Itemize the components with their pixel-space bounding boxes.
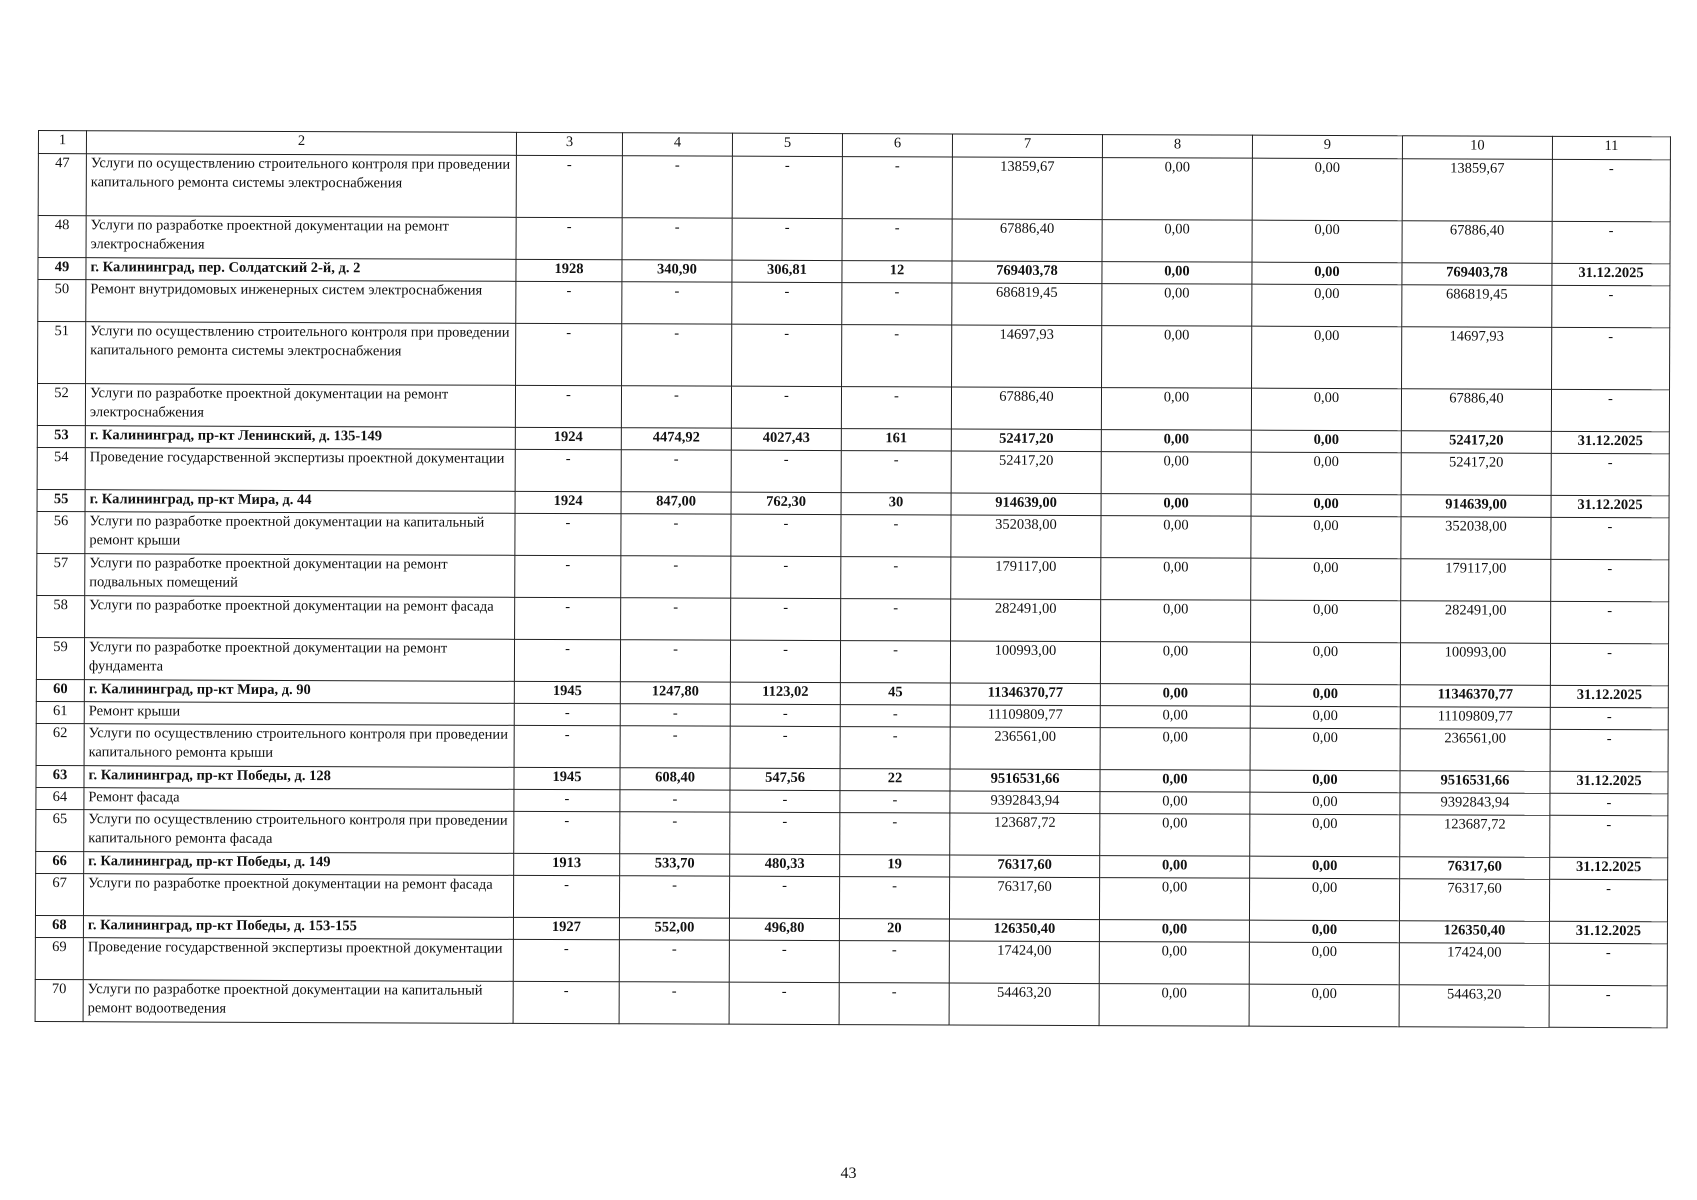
deadline-cell: -: [1552, 159, 1670, 221]
deadline-cell: -: [1550, 729, 1668, 771]
build-year-cell: -: [514, 725, 620, 767]
total-cost-cell: 13859,67: [952, 157, 1102, 220]
row-number-cell: 66: [36, 851, 84, 873]
total-area-cell: 4474,92: [621, 428, 731, 450]
cost-col-8-cell: 0,00: [1101, 430, 1251, 453]
cost-col-10-cell: 914639,00: [1401, 495, 1551, 518]
header-col-7: 7: [952, 134, 1102, 158]
residential-area-cell: 762,30: [731, 492, 841, 514]
build-year-cell: -: [515, 385, 621, 427]
residential-area-cell: 547,56: [730, 768, 840, 790]
residential-area-cell: -: [730, 790, 840, 812]
cost-col-10-cell: 9392843,94: [1400, 793, 1550, 816]
cost-col-9-cell: 0,00: [1249, 878, 1399, 921]
residents-cell: -: [839, 941, 949, 983]
cost-col-9-cell: 0,00: [1251, 452, 1401, 495]
total-area-cell: -: [620, 640, 730, 682]
deadline-cell: 31.12.2025: [1551, 431, 1669, 453]
header-col-10: 10: [1402, 136, 1552, 160]
description-cell: Услуги по разработке проектной документации на капитальный ремонт водоотведения: [83, 980, 513, 1024]
total-cost-cell: 14697,93: [952, 325, 1102, 388]
row-number-cell: 63: [36, 765, 84, 787]
row-number-cell: 54: [37, 447, 85, 489]
residential-area-cell: 306,81: [732, 260, 842, 282]
service-row: [36, 637, 1668, 685]
cost-col-8-cell: 0,00: [1100, 770, 1250, 793]
row-number-cell: 61: [36, 701, 84, 723]
deadline-cell: 31.12.2025: [1551, 495, 1669, 517]
residential-area-cell: -: [730, 640, 840, 682]
residents-cell: -: [841, 387, 951, 429]
build-year-cell: -: [515, 597, 621, 639]
cost-col-10-cell: 352038,00: [1401, 517, 1551, 560]
total-cost-cell: 67886,40: [952, 219, 1102, 262]
cost-col-10-cell: 236561,00: [1400, 729, 1550, 772]
build-year-cell: -: [514, 639, 620, 681]
header-col-6: 6: [842, 134, 952, 157]
residents-cell: 161: [841, 429, 951, 451]
description-cell: Проведение государственной экспертизы проектной документации: [85, 448, 515, 492]
table-wrapper: [35, 130, 1670, 1028]
deadline-cell: 31.12.2025: [1552, 263, 1670, 285]
total-cost-cell: 11109809,77: [950, 705, 1100, 728]
cost-col-8-cell: 0,00: [1100, 792, 1250, 815]
residents-cell: -: [839, 877, 949, 919]
total-area-cell: -: [620, 726, 730, 768]
service-row: [36, 723, 1668, 771]
cost-col-8-cell: 0,00: [1102, 326, 1252, 389]
cost-col-8-cell: 0,00: [1102, 220, 1252, 263]
header-col-8: 8: [1102, 135, 1252, 159]
total-area-cell: -: [621, 450, 731, 492]
build-year-cell: -: [513, 875, 619, 917]
cost-col-9-cell: 0,00: [1251, 516, 1401, 559]
cost-col-10-cell: 9516531,66: [1400, 771, 1550, 794]
cost-col-9-cell: 0,00: [1251, 558, 1401, 601]
cost-col-8-cell: 0,00: [1099, 942, 1249, 985]
residents-cell: -: [842, 283, 952, 325]
service-row: [35, 979, 1667, 1027]
deadline-cell: 31.12.2025: [1550, 771, 1668, 793]
total-cost-cell: 179117,00: [951, 557, 1101, 600]
description-cell: г. Калининград, пер. Солдатский 2-й, д. 2: [86, 258, 516, 282]
cost-col-9-cell: 0,00: [1249, 984, 1399, 1027]
cost-col-9-cell: 0,00: [1251, 430, 1401, 453]
service-row: [37, 595, 1669, 643]
residents-cell: -: [840, 705, 950, 727]
description-cell: Услуги по разработке проектной документации на ремонт подвальных помещений: [85, 554, 515, 598]
total-cost-cell: 54463,20: [949, 983, 1099, 1026]
page-number: 43: [840, 1165, 857, 1182]
residents-cell: -: [842, 325, 952, 387]
cost-col-9-cell: 0,00: [1249, 920, 1399, 943]
row-number-cell: 48: [38, 216, 86, 258]
cost-col-10-cell: 67886,40: [1402, 221, 1552, 264]
row-number-cell: 58: [37, 595, 85, 637]
cost-col-10-cell: 52417,20: [1401, 453, 1551, 496]
build-year-cell: 1924: [515, 427, 621, 449]
cost-col-8-cell: 0,00: [1100, 814, 1250, 857]
row-number-cell: 55: [37, 489, 85, 511]
description-cell: Услуги по разработке проектной документации на ремонт электроснабжения: [85, 384, 515, 428]
deadline-cell: 31.12.2025: [1550, 685, 1668, 707]
build-year-cell: -: [515, 449, 621, 491]
cost-col-8-cell: 0,00: [1100, 642, 1250, 685]
residential-area-cell: 480,33: [730, 854, 840, 876]
total-area-cell: 552,00: [619, 918, 729, 940]
total-area-cell: -: [621, 514, 731, 556]
cost-col-8-cell: 0,00: [1100, 684, 1250, 707]
row-number-cell: 56: [37, 511, 85, 553]
table-body: [35, 131, 1670, 1028]
cost-col-9-cell: 0,00: [1252, 284, 1402, 327]
build-year-cell: 1924: [515, 491, 621, 513]
build-year-cell: -: [516, 217, 622, 259]
total-area-cell: -: [619, 940, 729, 982]
cost-col-9-cell: 0,00: [1250, 642, 1400, 685]
total-cost-cell: 9516531,66: [950, 769, 1100, 792]
cost-col-10-cell: 123687,72: [1400, 815, 1550, 858]
cost-col-10-cell: 686819,45: [1402, 285, 1552, 328]
cost-col-8-cell: 0,00: [1099, 984, 1249, 1027]
description-cell: Ремонт внутридомовых инженерных систем электроснабжения: [86, 280, 516, 324]
total-area-cell: -: [622, 218, 732, 260]
cost-col-10-cell: 67886,40: [1401, 389, 1551, 432]
residential-area-cell: -: [732, 156, 842, 218]
row-number-cell: 50: [38, 280, 86, 322]
service-row: [35, 937, 1667, 985]
description-cell: Услуги по разработке проектной документации на ремонт фундамента: [84, 638, 514, 682]
residential-area-cell: -: [729, 876, 839, 918]
cost-col-8-cell: 0,00: [1099, 878, 1249, 921]
deadline-cell: -: [1552, 327, 1670, 389]
cost-col-10-cell: 179117,00: [1401, 559, 1551, 602]
cost-col-8-cell: 0,00: [1101, 494, 1251, 517]
cost-col-8-cell: 0,00: [1101, 452, 1251, 495]
total-area-cell: 1247,80: [620, 682, 730, 704]
description-cell: г. Калининград, пр-кт Ленинский, д. 135-149: [85, 426, 515, 450]
service-row: [37, 447, 1669, 495]
cost-col-10-cell: 11109809,77: [1400, 707, 1550, 730]
deadline-cell: -: [1551, 559, 1669, 601]
residents-cell: -: [841, 557, 951, 599]
deadline-cell: 31.12.2025: [1550, 857, 1668, 879]
residents-cell: -: [841, 451, 951, 493]
repair-program-table: [35, 130, 1671, 1028]
row-number-cell: 47: [38, 154, 86, 216]
build-year-cell: -: [516, 323, 622, 385]
cost-col-8-cell: 0,00: [1101, 600, 1251, 643]
total-cost-cell: 76317,60: [950, 855, 1100, 878]
cost-col-9-cell: 0,00: [1250, 856, 1400, 879]
total-area-cell: -: [619, 876, 729, 918]
service-row: [38, 280, 1670, 328]
row-number-cell: 69: [35, 937, 83, 979]
build-year-cell: -: [514, 811, 620, 853]
deadline-cell: -: [1551, 453, 1669, 495]
total-area-cell: 847,00: [621, 492, 731, 514]
description-cell: Услуги по разработке проектной документации на ремонт электроснабжения: [86, 216, 516, 260]
residential-area-cell: -: [729, 940, 839, 982]
build-year-cell: 1913: [514, 853, 620, 875]
row-number-cell: 53: [37, 425, 85, 447]
deadline-cell: -: [1550, 643, 1668, 685]
residential-area-cell: -: [732, 324, 842, 386]
header-col-2: 2: [86, 131, 516, 156]
cost-col-8-cell: 0,00: [1101, 388, 1251, 431]
deadline-cell: -: [1549, 879, 1667, 921]
cost-col-10-cell: 11346370,77: [1400, 685, 1550, 708]
cost-col-9-cell: 0,00: [1250, 792, 1400, 815]
deadline-cell: -: [1552, 285, 1670, 327]
build-year-cell: -: [514, 789, 620, 811]
description-cell: г. Калининград, пр-кт Мира, д. 44: [85, 490, 515, 514]
total-cost-cell: 100993,00: [950, 641, 1100, 684]
residents-cell: -: [842, 219, 952, 261]
service-row: [35, 873, 1667, 921]
total-area-cell: -: [620, 812, 730, 854]
total-cost-cell: 236561,00: [950, 727, 1100, 770]
description-cell: Проведение государственной экспертизы проектной документации: [83, 938, 513, 982]
total-area-cell: -: [620, 704, 730, 726]
cost-col-9-cell: 0,00: [1252, 262, 1402, 285]
service-row: [36, 809, 1668, 857]
residential-area-cell: -: [730, 812, 840, 854]
build-year-cell: 1928: [516, 259, 622, 281]
residential-area-cell: -: [732, 282, 842, 324]
cost-col-9-cell: 0,00: [1250, 814, 1400, 857]
row-number-cell: 65: [36, 809, 84, 851]
residents-cell: 19: [840, 855, 950, 877]
description-cell: Ремонт крыши: [84, 702, 514, 726]
row-number-cell: 70: [35, 979, 83, 1021]
build-year-cell: 1945: [514, 767, 620, 789]
build-year-cell: -: [514, 703, 620, 725]
cost-col-9-cell: 0,00: [1250, 706, 1400, 729]
cost-col-8-cell: 0,00: [1100, 856, 1250, 879]
total-cost-cell: 52417,20: [951, 429, 1101, 452]
cost-col-9-cell: 0,00: [1251, 388, 1401, 431]
total-area-cell: -: [622, 156, 732, 218]
residents-cell: 45: [840, 683, 950, 705]
residential-area-cell: -: [731, 450, 841, 492]
deadline-cell: -: [1551, 601, 1669, 643]
deadline-cell: -: [1549, 943, 1667, 985]
residential-area-cell: 1123,02: [730, 682, 840, 704]
residential-area-cell: -: [729, 982, 839, 1024]
cost-col-10-cell: 13859,67: [1402, 159, 1552, 222]
cost-col-9-cell: 0,00: [1250, 728, 1400, 771]
deadline-cell: -: [1549, 985, 1667, 1027]
build-year-cell: -: [516, 281, 622, 323]
description-cell: г. Калининград, пр-кт Победы, д. 128: [84, 766, 514, 790]
residential-area-cell: -: [730, 726, 840, 768]
header-col-4: 4: [622, 133, 732, 156]
cost-col-10-cell: 52417,20: [1401, 431, 1551, 454]
deadline-cell: -: [1551, 389, 1669, 431]
service-row: [37, 553, 1669, 601]
residents-cell: 30: [841, 493, 951, 515]
build-year-cell: -: [515, 513, 621, 555]
total-area-cell: -: [619, 982, 729, 1024]
residents-cell: -: [840, 791, 950, 813]
total-cost-cell: 9392843,94: [950, 791, 1100, 814]
description-cell: г. Калининград, пр-кт Победы, д. 153-155: [83, 916, 513, 940]
description-cell: Услуги по разработке проектной документации на капитальный ремонт крыши: [85, 512, 515, 556]
deadline-cell: -: [1550, 707, 1668, 729]
total-area-cell: -: [620, 790, 730, 812]
row-number-cell: 68: [35, 915, 83, 937]
description-cell: Услуги по осуществлению строительного контроля при проведении капитального ремонта системы электроснабжения: [86, 322, 516, 386]
residents-cell: -: [840, 641, 950, 683]
description-cell: Ремонт фасада: [84, 788, 514, 812]
residents-cell: -: [840, 813, 950, 855]
build-year-cell: -: [515, 555, 621, 597]
residential-area-cell: -: [731, 556, 841, 598]
cost-col-8-cell: 0,00: [1101, 558, 1251, 601]
total-cost-cell: 17424,00: [949, 941, 1099, 984]
cost-col-9-cell: 0,00: [1251, 600, 1401, 643]
total-cost-cell: 914639,00: [951, 493, 1101, 516]
header-col-5: 5: [732, 133, 842, 156]
total-cost-cell: 52417,20: [951, 451, 1101, 494]
service-row: [38, 154, 1670, 222]
description-cell: Услуги по осуществлению строительного контроля при проведении капитального ремонта системы электроснабжения: [86, 154, 516, 218]
total-area-cell: 608,40: [620, 768, 730, 790]
cost-col-9-cell: 0,00: [1252, 220, 1402, 263]
cost-col-9-cell: 0,00: [1249, 942, 1399, 985]
description-cell: Услуги по разработке проектной документации на ремонт фасада: [85, 596, 515, 640]
service-row: [38, 322, 1670, 390]
service-row: [37, 511, 1669, 559]
total-cost-cell: 282491,00: [951, 599, 1101, 642]
total-cost-cell: 67886,40: [951, 387, 1101, 430]
row-number-cell: 52: [37, 384, 85, 426]
cost-col-8-cell: 0,00: [1100, 728, 1250, 771]
deadline-cell: -: [1550, 815, 1668, 857]
residents-cell: -: [841, 599, 951, 641]
residents-cell: 12: [842, 261, 952, 283]
service-row: [38, 216, 1670, 264]
description-cell: Услуги по осуществлению строительного контроля при проведении капитального ремонта крыши: [84, 724, 514, 768]
build-year-cell: -: [513, 981, 619, 1023]
cost-col-9-cell: 0,00: [1252, 326, 1402, 389]
total-area-cell: -: [622, 324, 732, 386]
description-cell: г. Калининград, пр-кт Победы, д. 149: [84, 852, 514, 876]
total-area-cell: -: [621, 386, 731, 428]
build-year-cell: -: [513, 939, 619, 981]
cost-col-8-cell: 0,00: [1100, 706, 1250, 729]
service-row: [37, 384, 1669, 432]
cost-col-9-cell: 0,00: [1252, 158, 1402, 221]
total-cost-cell: 352038,00: [951, 515, 1101, 558]
cost-col-8-cell: 0,00: [1102, 262, 1252, 285]
total-cost-cell: 123687,72: [950, 813, 1100, 856]
total-area-cell: 533,70: [620, 854, 730, 876]
cost-col-10-cell: 76317,60: [1400, 857, 1550, 880]
deadline-cell: 31.12.2025: [1549, 921, 1667, 943]
build-year-cell: 1927: [513, 917, 619, 939]
total-cost-cell: 686819,45: [952, 283, 1102, 326]
deadline-cell: -: [1550, 793, 1668, 815]
cost-col-10-cell: 100993,00: [1400, 643, 1550, 686]
total-cost-cell: 126350,40: [949, 919, 1099, 942]
description-cell: г. Калининград, пр-кт Мира, д. 90: [84, 680, 514, 704]
residential-area-cell: 4027,43: [731, 428, 841, 450]
residents-cell: -: [840, 727, 950, 769]
residential-area-cell: 496,80: [729, 918, 839, 940]
header-col-1: 1: [38, 131, 86, 154]
cost-col-9-cell: 0,00: [1250, 770, 1400, 793]
header-col-11: 11: [1552, 136, 1670, 159]
total-area-cell: -: [621, 556, 731, 598]
row-number-cell: 49: [38, 258, 86, 280]
cost-col-10-cell: 282491,00: [1401, 601, 1551, 644]
description-cell: Услуги по осуществлению строительного контроля при проведении капитального ремонта фасада: [84, 810, 514, 854]
total-cost-cell: 769403,78: [952, 261, 1102, 284]
total-cost-cell: 76317,60: [949, 877, 1099, 920]
total-area-cell: 340,90: [622, 260, 732, 282]
cost-col-10-cell: 17424,00: [1399, 943, 1549, 986]
row-number-cell: 60: [36, 679, 84, 701]
header-col-9: 9: [1252, 135, 1402, 159]
residential-area-cell: -: [731, 514, 841, 556]
total-area-cell: -: [621, 598, 731, 640]
cost-col-8-cell: 0,00: [1099, 920, 1249, 943]
residential-area-cell: -: [731, 598, 841, 640]
row-number-cell: 57: [37, 553, 85, 595]
cost-col-8-cell: 0,00: [1101, 516, 1251, 559]
deadline-cell: -: [1552, 221, 1670, 263]
cost-col-10-cell: 126350,40: [1399, 921, 1549, 944]
cost-col-10-cell: 76317,60: [1399, 879, 1549, 922]
residents-cell: 20: [839, 919, 949, 941]
residential-area-cell: -: [732, 218, 842, 260]
residents-cell: -: [839, 983, 949, 1025]
residents-cell: 22: [840, 769, 950, 791]
row-number-cell: 59: [36, 637, 84, 679]
cost-col-8-cell: 0,00: [1102, 158, 1252, 221]
cost-col-10-cell: 54463,20: [1399, 985, 1549, 1028]
cost-col-10-cell: 14697,93: [1402, 327, 1552, 390]
cost-col-10-cell: 769403,78: [1402, 263, 1552, 286]
total-area-cell: -: [622, 282, 732, 324]
cost-col-9-cell: 0,00: [1251, 494, 1401, 517]
row-number-cell: 67: [35, 873, 83, 915]
deadline-cell: -: [1551, 517, 1669, 559]
build-year-cell: -: [516, 155, 622, 217]
build-year-cell: 1945: [514, 681, 620, 703]
cost-col-9-cell: 0,00: [1250, 684, 1400, 707]
residential-area-cell: -: [730, 704, 840, 726]
row-number-cell: 62: [36, 723, 84, 765]
header-col-3: 3: [516, 132, 622, 155]
total-cost-cell: 11346370,77: [950, 683, 1100, 706]
residents-cell: -: [842, 157, 952, 219]
residents-cell: -: [841, 515, 951, 557]
row-number-cell: 64: [36, 787, 84, 809]
description-cell: Услуги по разработке проектной документации на ремонт фасада: [83, 874, 513, 918]
residential-area-cell: -: [731, 386, 841, 428]
cost-col-8-cell: 0,00: [1102, 284, 1252, 327]
row-number-cell: 51: [38, 322, 86, 384]
